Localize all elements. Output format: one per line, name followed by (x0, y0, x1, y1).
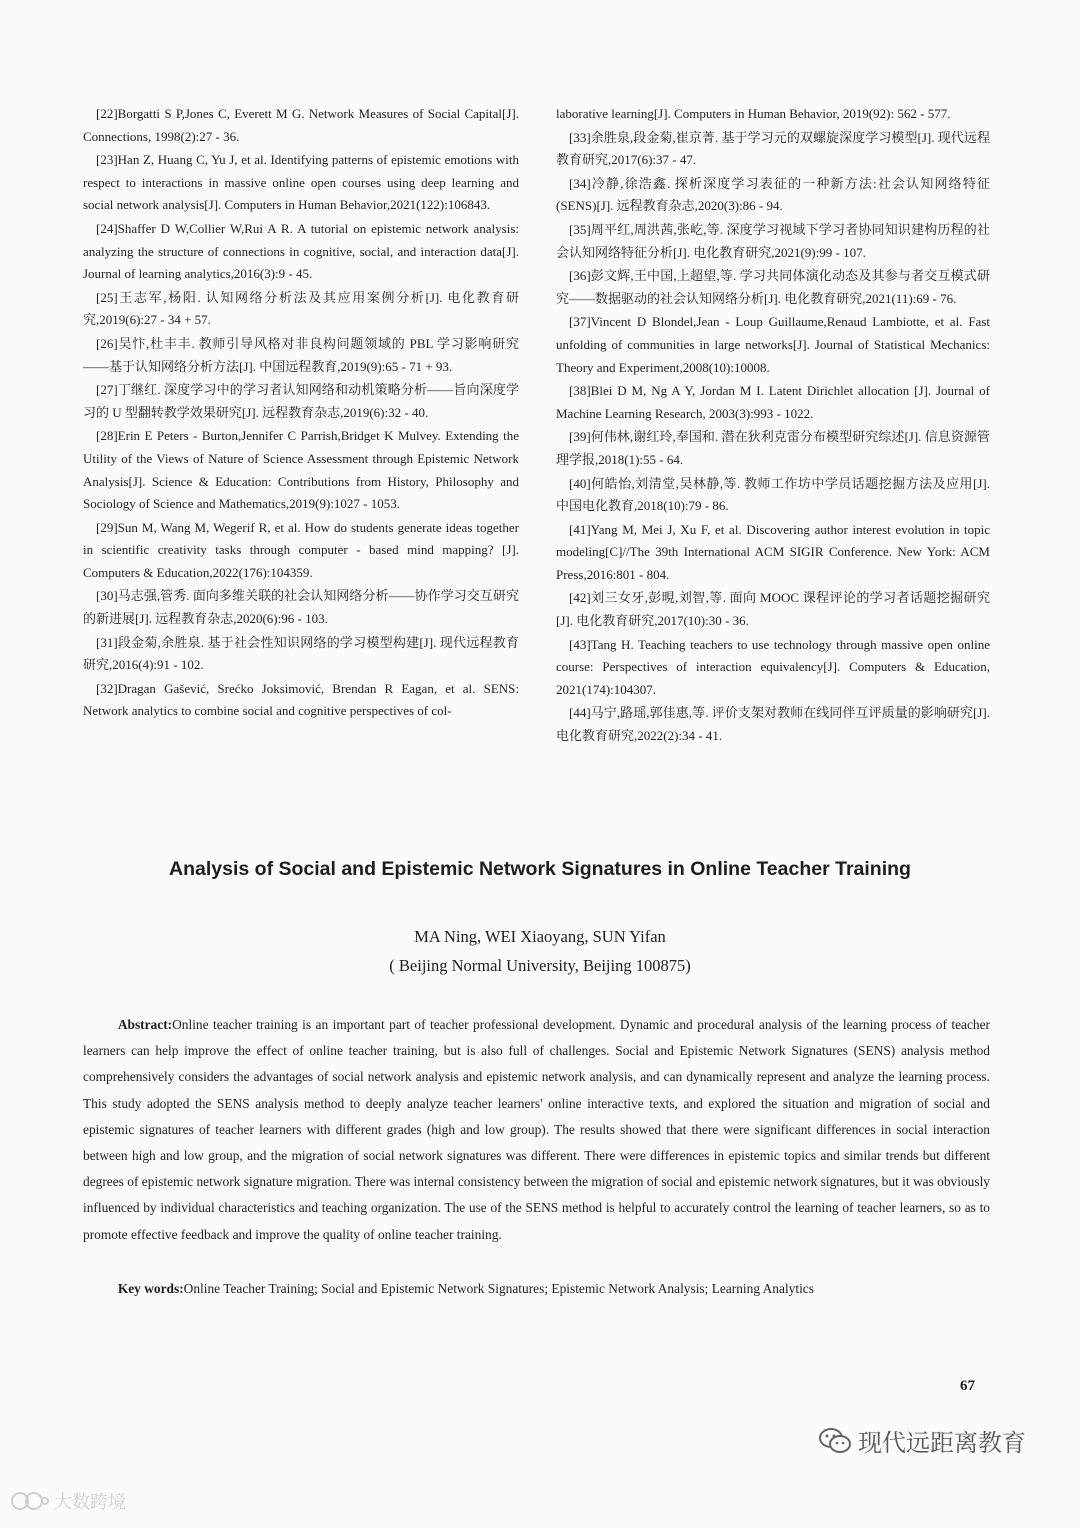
reference-32: [32]Dragan Gašević, Srećko Joksimović, Brendan R Eagan, et al. SENS: Network analytics to combine social and cognitive perspectives of col- (83, 680, 519, 719)
page-number: 67 (960, 1378, 975, 1394)
reference-23: [23]Han Z, Huang C, Yu J, et al. Identifying patterns of epistemic emotions with respect to interactions in massive online open courses using deep learning and social network analysis[J]. Computers in Human Behavior,2021(122):106843. (83, 152, 519, 213)
keywords (83, 1276, 990, 1302)
reference-24: [24]Shaffer D W,Collier W,Rui A R. A tutorial on epistemic network analysis: analyzing the structure of connections in cognitive, social, and interaction data[J]. Journal of learning analytics,2016(3):9 - 45. (83, 220, 519, 282)
reference-35: [35]周平红,周洪茜,张屹,等. 深度学习视域下学习者协同知识建构历程的社会认知网络特征分析[J]. 电化教育研究,2021(9):99 - 107. (556, 221, 990, 260)
reference-36: [36]彭文辉,王中国,上超望,等. 学习共同体演化动态及其参与者交互模式研究——数据驱动的社会认知网络分析[J]. 电化教育研究,2021(11):69 - 76. (556, 268, 990, 306)
watermark-left-text: 大数跨境 (54, 1492, 126, 1513)
abstract (83, 1012, 990, 1248)
keywords-label: Key words: (117, 1281, 184, 1296)
reference-39: [39]何伟林,谢红玲,奉国和. 潜在狄利克雷分布模型研究综述[J]. 信息资源管理学报,2018(1):55 - 64. (556, 429, 990, 467)
reference-41: [41]Yang M, Mei J, Xu F, et al. Discovering author interest evolution in topic modeling[C]//The 39th International ACM SIGIR Conference. New York: ACM Press,2016:801 - 804. (556, 521, 990, 582)
watermark-left (10, 1488, 126, 1514)
reference-44: [44]马宁,路瑶,郭佳惠,等. 评价支架对教师在线同伴互评质量的影响研究[J]. 电化教育研究,2022(2):34 - 41. (556, 705, 990, 744)
reference-26: [26]吴忭,杜丰丰. 教师引导风格对非良构问题领域的 PBL 学习影响研究——基于认知网络分析方法[J]. 中国远程教育,2019(9):65 - 71 + 93. (83, 335, 519, 374)
reference-31: [31]段金菊,余胜泉. 基于社会性知识网络的学习模型构建[J]. 现代远程教育研究,2016(4):91 - 102. (83, 634, 519, 673)
watermark-right (818, 1423, 1026, 1458)
wechat-icon (818, 1426, 852, 1456)
authors: MA Ning, WEI Xiaoyang, SUN Yifan (414, 927, 666, 946)
english-title: Analysis of Social and Epistemic Network Signatures in Online Teacher Training (169, 858, 911, 880)
reference-32-continuation: laborative learning[J]. Computers in Human Behavior, 2019(92): 562 - 577. (556, 106, 951, 121)
reference-29: [29]Sun M, Wang M, Wegerif R, et al. How do students generate ideas together in scientific creativity tasks through computer - based mind mapping? [J]. Computers & Education,2022(176):104359. (83, 519, 519, 580)
reference-42: [42]刘三女牙,彭晛,刘智,等. 面向 MOOC 课程评论的学习者话题挖掘研究[J]. 电化教育研究,2017(10):30 - 36. (556, 590, 990, 629)
reference-33: [33]余胜泉,段金菊,崔京菁. 基于学习元的双螺旋深度学习模型[J]. 现代远程教育研究,2017(6):37 - 47. (556, 129, 990, 168)
reference-37: [37]Vincent D Blondel,Jean - Loup Guillaume,Renaud Lambiotte, et al. Fast unfolding of communities in large networks[J]. Journal of Statistical Mechanics: Theory and Experiment,2008(10):10008. (556, 314, 990, 375)
abstract-text: Online teacher training is an important part of teacher professional development. Dynamic and procedural analysis of the learning process of teacher learners can help improve the effect of online teacher training, but is also full of challenges. Social and Epistemic Network Signatures (SENS) analysis method comprehensively considers the advantages of social network analysis and epistemic network analysis, and can dynamically represent and analyze the learning process. This study adopted the SENS analysis method to deeply analyze teacher learners' online interactive texts, and explored the situation and migration of social and epistemic signatures of teacher learners with different grades (high and low group). The results showed that there were significant differences in social interaction between high and low group, and the migration of social network signatures was different. There were differences in epistemic topics and similar trends but different degrees of epistemic network signature migration. There was internal consistency between the migration of social and epistemic network signatures, but it was obviously influenced by individual characteristics and teaching organization. The use of the SENS method is helpful to accurately control the learning of teacher learners, so as to promote effective feedback and improve the quality of online teacher training. (83, 1017, 990, 1242)
reference-27: [27]丁继红. 深度学习中的学习者认知网络和动机策略分析——旨向深度学习的 U 型翻转教学效果研究[J]. 远程教育杂志,2019(6):32 - 40. (83, 382, 519, 420)
references-left-column (83, 103, 519, 724)
reference-28: [28]Erin E Peters - Burton,Jennifer C Parrish,Bridget K Mulvey. Extending the Utility of the Views of Nature of Science Assessment through Epistemic Network Analysis[J]. Science & Education: Contributions from History, Philosophy and Sociology of Science and Mathematics,2019(9):1027 - 1053. (83, 428, 519, 512)
keywords-text: Online Teacher Training; Social and Epistemic Network Signatures; Epistemic Network Analysis; Learning Analytics (183, 1281, 814, 1296)
affiliation: ( Beijing Normal University, Beijing 100875) (389, 956, 691, 975)
reference-40: [40]何皓怡,刘清堂,吴林静,等. 教师工作坊中学员话题挖掘方法及应用[J]. 中国电化教育,2018(10):79 - 86. (556, 475, 990, 514)
reference-22: [22]Borgatti S P,Jones C, Everett M G. Network Measures of Social Capital[J]. Connections, 1998(2):27 - 36. (83, 106, 519, 144)
brand-logo-icon (10, 1490, 50, 1512)
reference-34: [34]冷静,徐浩鑫. 探析深度学习表征的一种新方法:社会认知网络特征(SENS)[J]. 远程教育杂志,2020(3):86 - 94. (556, 175, 990, 214)
reference-43: [43]Tang H. Teaching teachers to use technology through massive open online course: Perspectives of interaction equivalency[J]. Computers & Education, 2021(174):104307. (556, 636, 990, 697)
reference-30: [30]马志强,管秀. 面向多维关联的社会认知网络分析——协作学习交互研究的新进展[J]. 远程教育杂志,2020(6):96 - 103. (83, 588, 519, 627)
watermark-right-text: 现代远距离教育 (858, 1429, 1026, 1457)
abstract-label: Abstract: (117, 1017, 173, 1032)
reference-25: [25]王志军,杨阳. 认知网络分析法及其应用案例分析[J]. 电化教育研究,2019(6):27 - 34 + 57. (83, 289, 519, 328)
reference-38: [38]Blei D M, Ng A Y, Jordan M I. Latent Dirichlet allocation [J]. Journal of Machine Learning Research, 2003(3):993 - 1022. (556, 383, 990, 421)
references-right-column (556, 103, 990, 749)
